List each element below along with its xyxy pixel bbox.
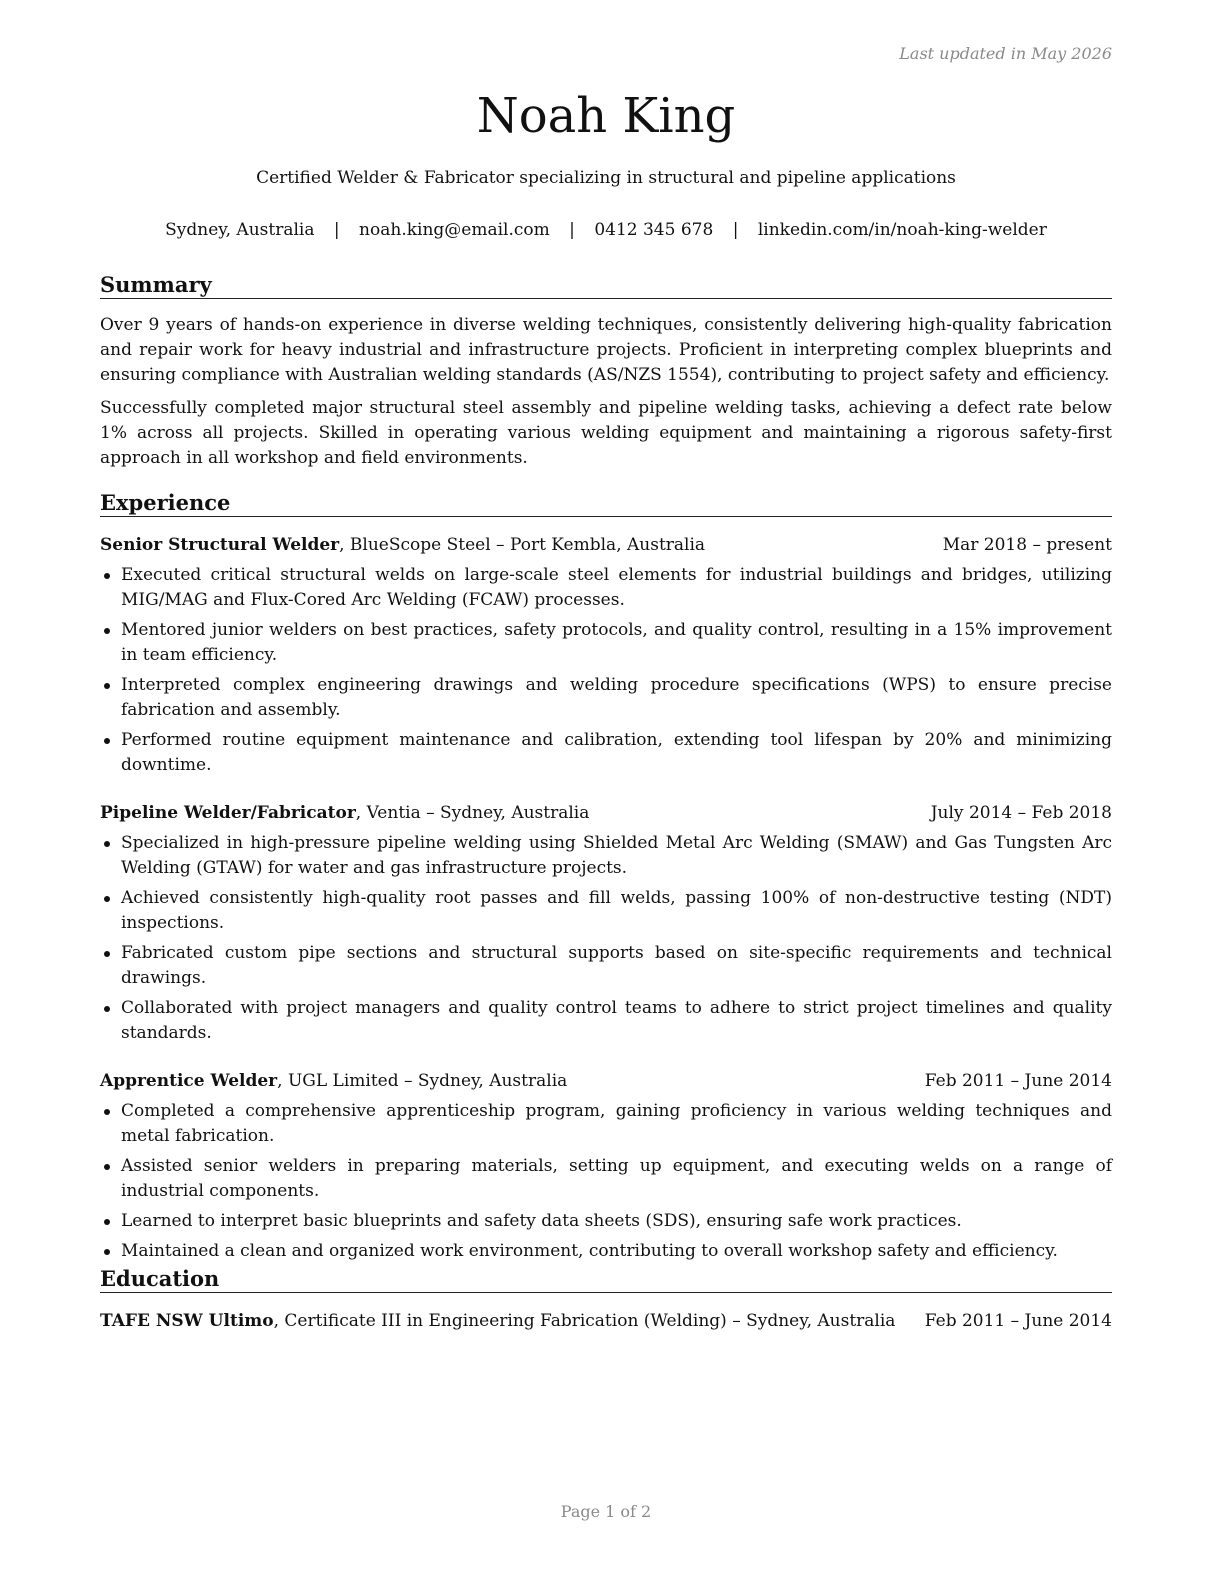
job-entry: [100, 1069, 1112, 1264]
education-detail: , Certificate III in Engineering Fabrication (Welding) – Sydney, Australia: [273, 1311, 896, 1331]
page-number: Page 1 of 2: [560, 1502, 652, 1521]
phone-number: 0412 345 678: [594, 220, 714, 240]
job-org: , UGL Limited – Sydney, Australia: [277, 1071, 568, 1091]
contact-separator: |: [569, 220, 575, 240]
job-header: [100, 801, 1112, 826]
education-entry: [100, 1309, 1112, 1334]
headline: Certified Welder & Fabricator specializing in structural and pipeline applications: [256, 168, 956, 188]
education-section: [100, 1266, 1112, 1334]
job-org: , Ventia – Sydney, Australia: [355, 803, 590, 823]
bullet-item: Assisted senior welders in preparing materials, setting up equipment, and executing welds on a range of industrial components.: [100, 1154, 1112, 1204]
job-bullets: [100, 563, 1112, 778]
bullet-item: Interpreted complex engineering drawings and welding procedure specifications (WPS) to ensure precise fabrication and assembly.: [100, 673, 1112, 723]
contact-separator: |: [732, 220, 739, 240]
bullet-item: Completed a comprehensive apprenticeship program, gaining proficiency in various welding techniques and metal fabrication.: [100, 1099, 1112, 1149]
job-dates: July 2014 – Feb 2018: [930, 803, 1112, 823]
contact-line: [100, 220, 1112, 240]
bullet-item: Mentored junior welders on best practices, safety protocols, and quality control, resulting in a 15% improvement in team efficiency.: [100, 618, 1112, 668]
bullet-item: Learned to interpret basic blueprints and safety data sheets (SDS), ensuring safe work practices.: [100, 1209, 1112, 1234]
section-title-summary: Summary: [100, 272, 1112, 299]
job-dates: Mar 2018 – present: [942, 535, 1112, 555]
location: Sydney, Australia: [165, 220, 315, 240]
job-role: Pipeline Welder/Fabricator: [100, 803, 356, 823]
job-entry: [100, 801, 1112, 1046]
job-bullets: [100, 1099, 1112, 1264]
contact-separator: |: [333, 220, 340, 240]
email-link[interactable]: noah.king@email.com: [359, 220, 550, 240]
resume-page: [100, 0, 1112, 1584]
job-header: [100, 1069, 1112, 1094]
bullet-item: Performed routine equipment maintenance and calibration, extending tool lifespan by 20% and minimizing downtime.: [100, 728, 1112, 778]
linkedin-link[interactable]: linkedin.com/in/noah-king-welder: [757, 220, 1047, 240]
job-header: [100, 533, 1112, 558]
last-updated-note: Last updated in May 2026: [899, 44, 1112, 63]
summary-paragraph: Over 9 years of hands-on experience in diverse welding techniques, consistently delivering high-quality fabrication and repair work for heavy industrial and infrastructure projects. Proficient in interpreting complex blueprints and ensuring compliance with Australian welding standards (AS/NZS 1554), contributing to project safety and efficiency.: [100, 315, 1112, 385]
bullet-item: Collaborated with project managers and quality control teams to adhere to strict project timelines and quality standards.: [100, 996, 1112, 1046]
bullet-item: Specialized in high-pressure pipeline welding using Shielded Metal Arc Welding (SMAW) and Gas Tungsten Arc Welding (GTAW) for water and gas infrastructure projects.: [100, 831, 1112, 881]
education-dates: Feb 2011 – June 2014: [924, 1311, 1112, 1331]
bullet-item: Achieved consistently high-quality root passes and fill welds, passing 100% of non-destructive testing (NDT) inspections.: [100, 886, 1112, 936]
bullet-item: Executed critical structural welds on large-scale steel elements for industrial buildings and bridges, utilizing MIG/MAG and Flux-Cored Arc Welding (FCAW) processes.: [100, 563, 1112, 613]
bullet-item: Fabricated custom pipe sections and structural supports based on site-specific requirements and technical drawings.: [100, 941, 1112, 991]
section-title-experience: Experience: [100, 490, 1112, 517]
school-name: TAFE NSW Ultimo: [100, 1311, 274, 1331]
job-dates: Feb 2011 – June 2014: [924, 1071, 1112, 1091]
job-bullets: [100, 831, 1112, 1046]
job-role: Senior Structural Welder: [100, 535, 340, 555]
experience-section: [100, 490, 1112, 1264]
job-role: Apprentice Welder: [100, 1071, 278, 1091]
job-entry: [100, 533, 1112, 778]
summary-section: [100, 272, 1112, 471]
candidate-name: Noah King: [476, 88, 736, 144]
job-org: , BlueScope Steel – Port Kembla, Australia: [339, 535, 706, 555]
bullet-item: Maintained a clean and organized work environment, contributing to overall workshop safety and efficiency.: [100, 1239, 1112, 1264]
summary-paragraph: Successfully completed major structural steel assembly and pipeline welding tasks, achieving a defect rate below 1% across all projects. Skilled in operating various welding equipment and maintaining a rigorous safety-first approach in all workshop and field environments.: [100, 398, 1112, 468]
section-title-education: Education: [100, 1266, 1112, 1293]
